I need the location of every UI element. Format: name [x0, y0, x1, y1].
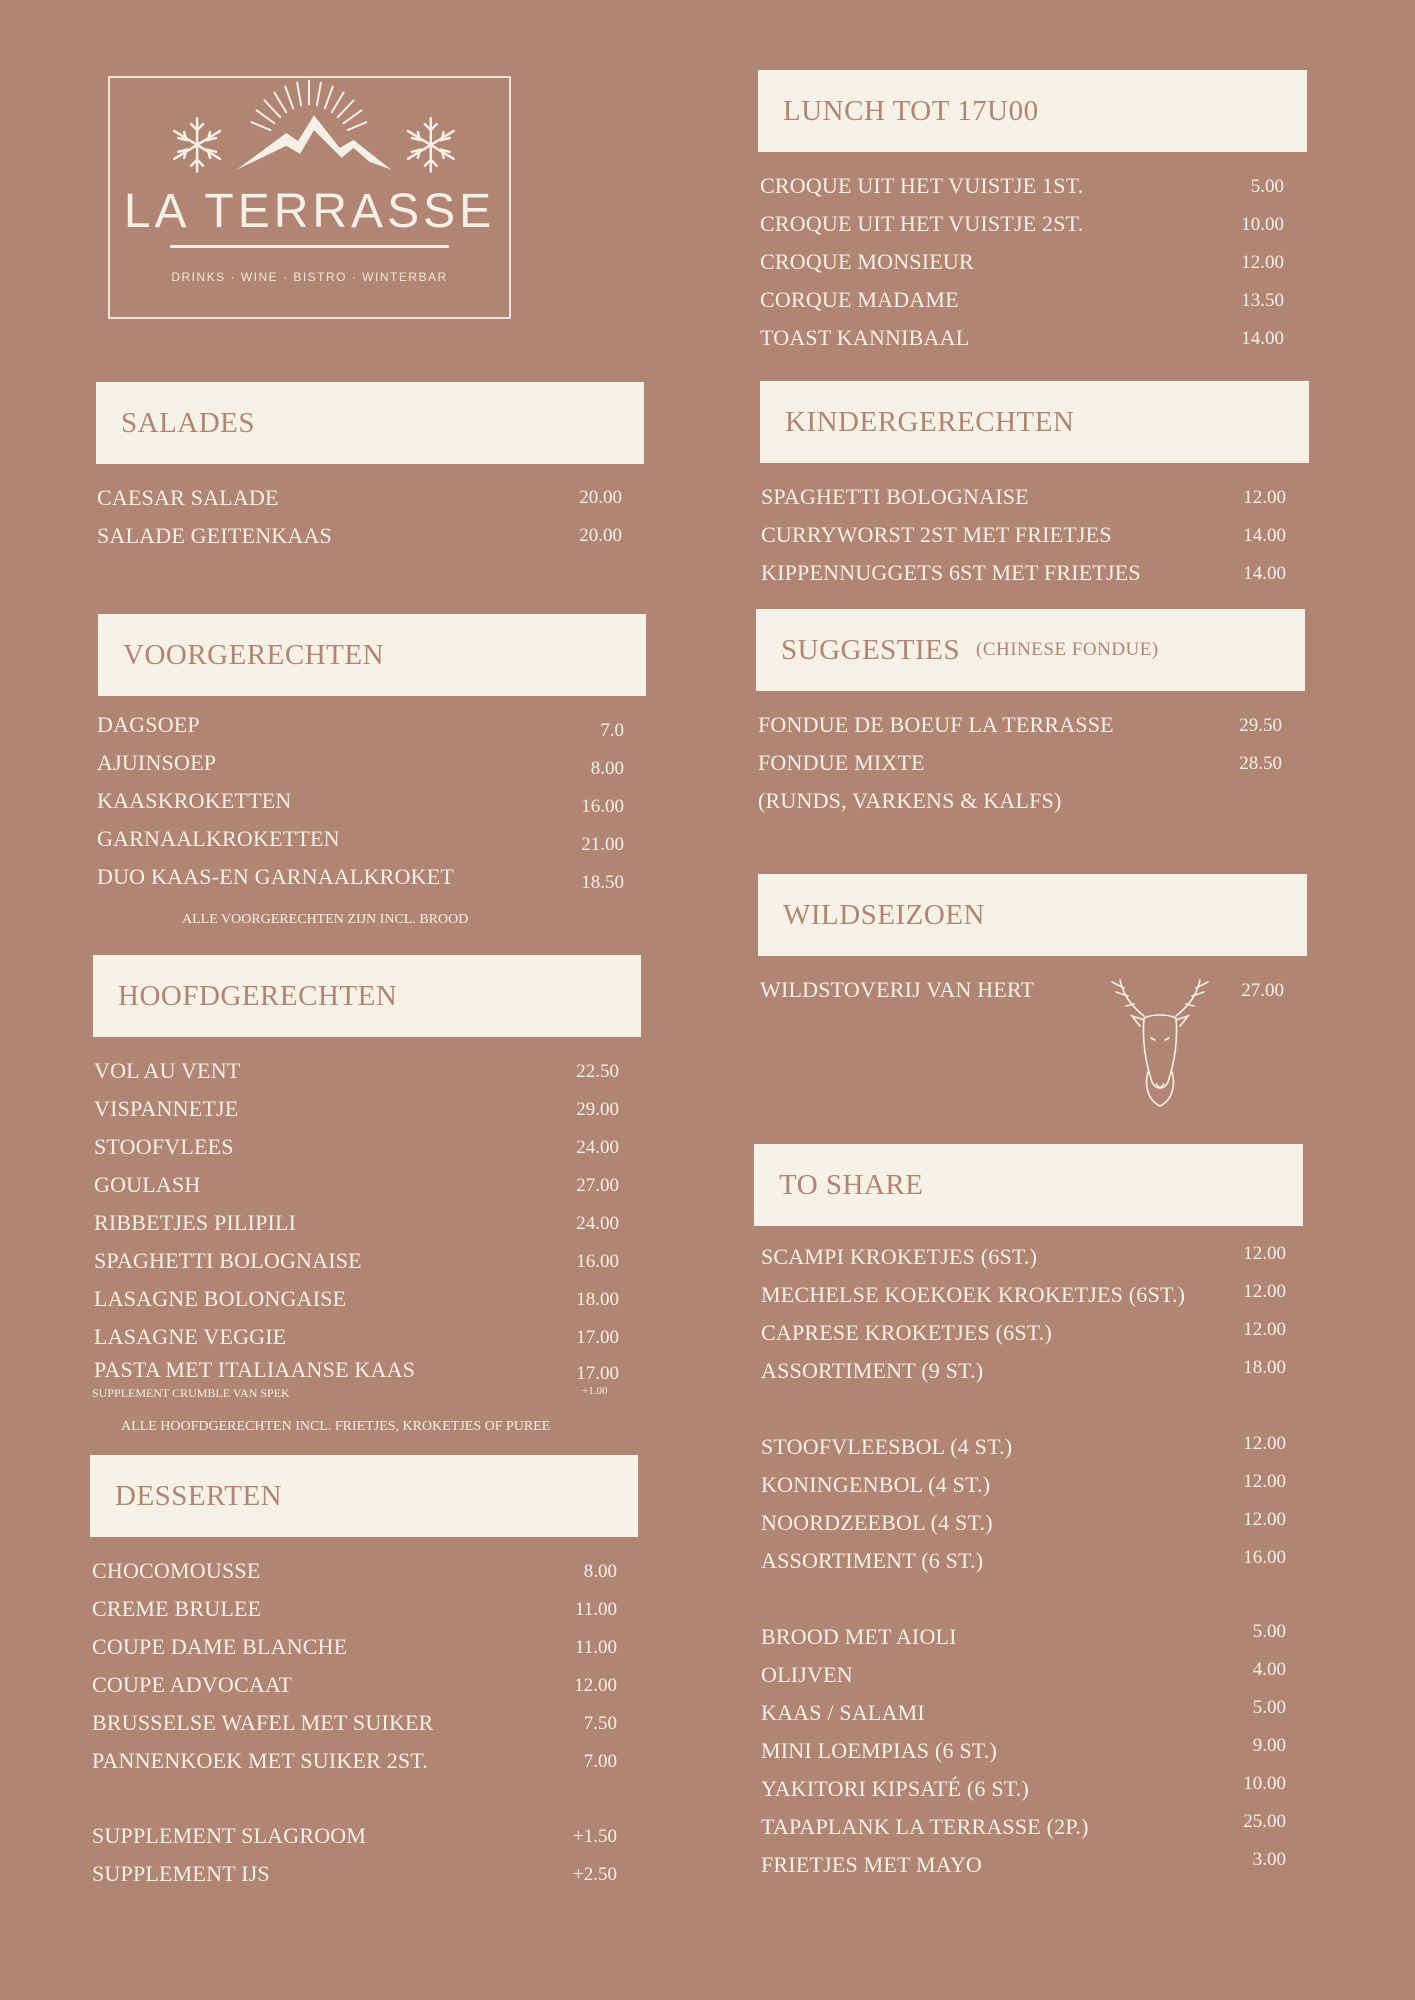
menu-item-price: 20.00: [579, 487, 622, 508]
menu-item-price: 28.50: [1239, 753, 1282, 774]
menu-item-price: 24.00: [576, 1137, 619, 1158]
menu-item-price: 22.50: [576, 1061, 619, 1082]
menu-item-name: CREME BRULEE: [92, 1596, 262, 1621]
logo: [108, 76, 511, 319]
section-note: ALLE HOOFDGERECHTEN INCL. FRIETJES, KROKETJES OF PUREE: [121, 1419, 551, 1434]
menu-item-price: 13.50: [1241, 290, 1284, 311]
section-title: TO SHARE: [779, 1168, 924, 1201]
section-title: HOOFDGERECHTEN: [118, 979, 398, 1012]
menu-item-price: 16.00: [1243, 1547, 1286, 1568]
menu-item-price: 16.00: [581, 796, 624, 817]
menu-item-name: PANNENKOEK MET SUIKER 2ST.: [92, 1748, 429, 1773]
menu-item-name: SPAGHETTI BOLOGNAISE: [761, 484, 1029, 509]
menu-item-name: SPAGHETTI BOLOGNAISE: [94, 1248, 362, 1273]
section-header-to-share: [754, 1144, 1303, 1226]
deer-head-icon: [1108, 972, 1212, 1108]
menu-item-name: OLIJVEN: [761, 1662, 853, 1687]
menu-item-name: BROOD MET AIOLI: [761, 1624, 957, 1649]
menu-item-price: 14.00: [1243, 525, 1286, 546]
suggestion-note: (RUNDS, VARKENS & KALFS): [758, 788, 1062, 813]
menu-item-price: 5.00: [1252, 1697, 1286, 1718]
menu-item-name: MECHELSE KOEKOEK KROKETJES (6ST.): [761, 1282, 1186, 1307]
section-title: LUNCH TOT 17U00: [783, 94, 1039, 127]
menu-item-name: DAGSOEP: [97, 712, 200, 737]
menu-item-price: 12.00: [1243, 1281, 1286, 1302]
menu-item-name: COUPE ADVOCAAT: [92, 1672, 293, 1697]
supplement-price: +1.00: [582, 1385, 608, 1397]
menu-item-name: CROQUE UIT HET VUISTJE 2ST.: [760, 211, 1084, 236]
supplement-price: +2.50: [573, 1864, 617, 1885]
menu-item-name: TOAST KANNIBAAL: [760, 325, 970, 350]
supplement-name: SUPPLEMENT CRUMBLE VAN SPEK: [92, 1386, 290, 1400]
menu-item-price: 18.00: [576, 1289, 619, 1310]
menu-item-name: CHOCOMOUSSE: [92, 1558, 261, 1583]
menu-item-price: 17.00: [576, 1363, 619, 1384]
section-header-desserten: [90, 1455, 638, 1537]
mountain-sun-logo-icon: [110, 78, 509, 198]
menu-item-price: 27.00: [576, 1175, 619, 1196]
menu-item-name: RIBBETJES PILIPILI: [94, 1210, 297, 1235]
menu-item-price: 12.00: [1243, 1509, 1286, 1530]
menu-item-name: FONDUE DE BOEUF LA TERRASSE: [758, 712, 1114, 737]
menu-item-price: 12.00: [574, 1675, 617, 1696]
menu-item-price: 8.00: [590, 758, 624, 779]
menu-item-name: CROQUE UIT HET VUISTJE 1ST.: [760, 173, 1084, 198]
menu-item-price: 16.00: [576, 1251, 619, 1272]
menu-item-name: BRUSSELSE WAFEL MET SUIKER: [92, 1710, 434, 1735]
section-header-hoofdgerechten: [93, 955, 641, 1037]
section-note: ALLE VOORGERECHTEN ZIJN INCL. BROOD: [182, 912, 469, 927]
menu-item-name: VISPANNETJE: [94, 1096, 239, 1121]
menu-item-name: CURRYWORST 2ST MET FRIETJES: [761, 522, 1112, 547]
logo-divider: [170, 245, 449, 248]
section-title: WILDSEIZOEN: [783, 898, 986, 931]
menu-item-price: 12.00: [1243, 1433, 1286, 1454]
menu-item-name: VOL AU VENT: [94, 1058, 241, 1083]
menu-item-name: CROQUE MONSIEUR: [760, 249, 974, 274]
menu-item-name: PASTA MET ITALIAANSE KAAS: [94, 1357, 416, 1382]
menu-item-name: ASSORTIMENT (6 ST.): [761, 1548, 984, 1573]
menu-item-name: STOOFVLEES: [94, 1134, 234, 1159]
menu-item-name: YAKITORI KIPSATÉ (6 ST.): [761, 1776, 1029, 1801]
menu-item-price: 17.00: [576, 1327, 619, 1348]
menu-item-price: 12.00: [1241, 252, 1284, 273]
menu-item-price: 21.00: [581, 834, 624, 855]
menu-item-price: 12.00: [1243, 1319, 1286, 1340]
section-title: SUGGESTIES: [781, 633, 961, 666]
menu-item-price: 24.00: [576, 1213, 619, 1234]
section-header-wildseizoen: [758, 874, 1307, 956]
menu-item-name: TAPAPLANK LA TERRASSE (2P.): [761, 1814, 1089, 1839]
section-title: SALADES: [121, 406, 256, 439]
menu-item-name: KONINGENBOL (4 ST.): [761, 1472, 991, 1497]
menu-item-name: KAAS / SALAMI: [761, 1700, 925, 1725]
menu-item-name: WILDSTOVERIJ VAN HERT: [760, 977, 1035, 1002]
menu-item-name: FONDUE MIXTE: [758, 750, 925, 775]
menu-item-name: MINI LOEMPIAS (6 ST.): [761, 1738, 998, 1763]
section-header-voorgerechten: [98, 614, 646, 696]
menu-item-name: LASAGNE VEGGIE: [94, 1324, 287, 1349]
menu-item-name: COUPE DAME BLANCHE: [92, 1634, 348, 1659]
menu-item-price: 7.0: [600, 720, 624, 741]
menu-item-name: CORQUE MADAME: [760, 287, 959, 312]
menu-item-price: 4.00: [1252, 1659, 1286, 1680]
menu-item-name: SCAMPI KROKETJES (6ST.): [761, 1244, 1038, 1269]
menu-item-name: STOOFVLEESBOL (4 ST.): [761, 1434, 1013, 1459]
menu-item-price: 12.00: [1243, 1471, 1286, 1492]
menu-item-price: 18.50: [581, 872, 624, 893]
menu-item-price: 11.00: [574, 1637, 617, 1658]
menu-item-name: GOULASH: [94, 1172, 201, 1197]
menu-item-price: 10.00: [1243, 1773, 1286, 1794]
menu-item-price: 18.00: [1243, 1357, 1286, 1378]
menu-item-name: GARNAALKROKETTEN: [97, 826, 340, 851]
section-title: DESSERTEN: [115, 1479, 283, 1512]
supplement-name: SUPPLEMENT IJS: [92, 1861, 270, 1886]
menu-item-name: FRIETJES MET MAYO: [761, 1852, 982, 1877]
section-title: KINDERGERECHTEN: [785, 405, 1075, 438]
menu-item-price: 3.00: [1252, 1849, 1286, 1870]
menu-item-price: 5.00: [1252, 1621, 1286, 1642]
menu-item-name: SALADE GEITENKAAS: [97, 523, 332, 548]
section-header-kindergerechten: [760, 381, 1309, 463]
section-subtitle: (CHINESE FONDUE): [976, 639, 1159, 660]
menu-item-price: 7.50: [583, 1713, 617, 1734]
menu-item-name: CAESAR SALADE: [97, 485, 279, 510]
menu-item-price: 20.00: [579, 525, 622, 546]
menu-item-price: 11.00: [574, 1599, 617, 1620]
menu-item-name: ASSORTIMENT (9 ST.): [761, 1358, 984, 1383]
section-header-salades: [96, 382, 644, 464]
menu-item-price: 9.00: [1252, 1735, 1286, 1756]
menu-item-name: AJUINSOEP: [97, 750, 217, 775]
menu-item-price: 29.00: [576, 1099, 619, 1120]
section-header-lunch: [758, 70, 1307, 152]
supplement-price: +1.50: [573, 1826, 617, 1847]
menu-item-price: 5.00: [1250, 176, 1284, 197]
menu-item-price: 12.00: [1243, 487, 1286, 508]
menu-item-name: LASAGNE BOLONGAISE: [94, 1286, 347, 1311]
menu-item-price: 10.00: [1241, 214, 1284, 235]
menu-item-name: DUO KAAS-EN GARNAALKROKET: [97, 864, 454, 889]
menu-item-price: 29.50: [1239, 715, 1282, 736]
menu-item-price: 8.00: [583, 1561, 617, 1582]
brand-tagline: DRINKS · WINE · BISTRO · WINTERBAR: [171, 270, 448, 284]
section-title: VOORGERECHTEN: [123, 638, 385, 671]
menu-item-name: KIPPENNUGGETS 6ST MET FRIETJES: [761, 560, 1141, 585]
menu-item-price: 7.00: [583, 1751, 617, 1772]
brand-name: LA TERRASSE: [123, 185, 496, 238]
menu-item-price: 27.00: [1241, 980, 1284, 1001]
menu-item-price: 14.00: [1243, 563, 1286, 584]
menu-item-name: KAASKROKETTEN: [97, 788, 292, 813]
menu-item-name: CAPRESE KROKETJES (6ST.): [761, 1320, 1053, 1345]
menu-item-price: 14.00: [1241, 328, 1284, 349]
menu-item-price: 25.00: [1243, 1811, 1286, 1832]
menu-item-name: NOORDZEEBOL (4 ST.): [761, 1510, 993, 1535]
section-header-suggesties: [756, 609, 1305, 691]
supplement-name: SUPPLEMENT SLAGROOM: [92, 1823, 367, 1848]
menu-item-price: 12.00: [1243, 1243, 1286, 1264]
